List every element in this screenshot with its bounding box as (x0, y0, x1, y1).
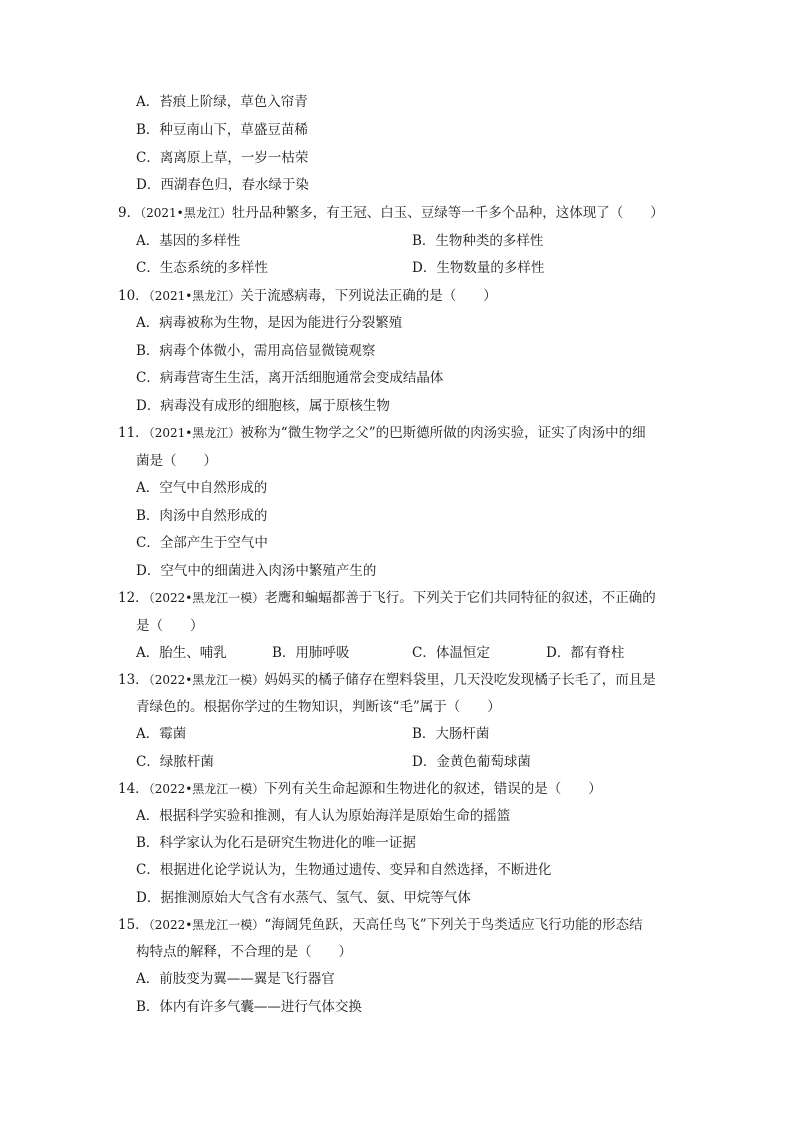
q8-option-a: A．苔痕上阶绿，草色入帘青 (136, 94, 308, 110)
question-11-stem-cont: 菌是（ ） (136, 453, 217, 469)
question-9 (118, 203, 664, 223)
question-stem: 被称为“微生物学之父”的巴斯德所做的肉汤实验，证实了肉汤中的细 (240, 425, 646, 441)
question-number: 14． (118, 781, 149, 797)
question-stem: 下列有关生命起源和生物进化的叙述，错误的是（ ） (264, 781, 602, 797)
q12-option-c: C．体温恒定 (412, 645, 490, 661)
question-number: 11． (118, 425, 149, 441)
question-source: （2022•黑龙江一模） (148, 782, 265, 796)
question-13 (118, 670, 656, 690)
question-15 (118, 915, 643, 935)
question-14 (118, 779, 602, 799)
q11-option-b: B．肉汤中自然形成的 (136, 508, 268, 524)
question-number: 10． (118, 288, 149, 304)
question-10 (118, 286, 497, 306)
question-11 (118, 423, 646, 443)
q9-option-c: C．生态系统的多样性 (136, 260, 268, 276)
q10-option-c: C．病毒营寄生生活，离开活细胞通常会变成结晶体 (136, 370, 444, 386)
question-13-stem-cont: 青绿色的。根据你学过的生物知识，判断该“毛”属于（ ） (136, 699, 501, 715)
question-source: （2022•黑龙江一模） (148, 918, 265, 932)
q9-option-a: A．基因的多样性 (136, 233, 241, 249)
question-number: 12． (118, 590, 149, 606)
q9-option-b: B．生物种类的多样性 (412, 233, 544, 249)
question-source: （2021•黑龙江） (148, 426, 241, 440)
question-number: 13． (118, 672, 149, 688)
q10-option-d: D．病毒没有成形的细胞核，属于原核生物 (136, 398, 390, 414)
q12-option-a: A．胎生、哺乳 (136, 645, 227, 661)
q8-option-b: B．种豆南山下，草盛豆苗稀 (136, 122, 308, 138)
question-stem: 妈妈买的橘子储存在塑料袋里，几天没吃发现橘子长毛了，而且是 (264, 672, 656, 688)
q8-option-c: C．离离原上草，一岁一枯荣 (136, 150, 309, 166)
question-stem: 牡丹品种繁多，有王冠、白玉、豆绿等一千多个品种，这体现了（ ） (231, 205, 664, 221)
question-number: 9． (118, 205, 141, 221)
question-source: （2021•黑龙江） (140, 206, 232, 220)
q15-option-b: B．体内有许多气囊——进行气体交换 (136, 999, 362, 1015)
question-stem: 老鹰和蝙蝠都善于飞行。下列关于它们共同特征的叙述，不正确的 (264, 590, 656, 606)
q11-option-d: D．空气中的细菌进入肉汤中繁殖产生的 (136, 563, 377, 579)
question-source: （2021•黑龙江） (148, 289, 241, 303)
q8-option-d: D．西湖春色归，春水绿于染 (136, 177, 309, 193)
q14-option-c: C．根据进化论学说认为，生物通过遗传、变异和自然选择，不断进化 (136, 862, 552, 878)
q13-option-d: D．金黄色葡萄球菌 (412, 754, 531, 770)
question-source: （2022•黑龙江一模） (148, 673, 265, 687)
q12-option-b: B．用肺呼吸 (272, 645, 350, 661)
question-source: （2022•黑龙江一模） (148, 591, 265, 605)
q12-option-d: D．都有脊柱 (546, 645, 625, 661)
q10-option-b: B．病毒个体微小，需用高倍显微镜观察 (136, 343, 376, 359)
q10-option-a: A．病毒被称为生物，是因为能进行分裂繁殖 (136, 315, 403, 331)
q14-option-b: B．科学家认为化石是研究生物进化的唯一证据 (136, 835, 416, 851)
question-12-stem-cont: 是（ ） (136, 618, 204, 634)
q11-option-a: A．空气中自然形成的 (136, 480, 268, 496)
question-15-stem-cont: 构特点的解释，不合理的是（ ） (136, 944, 352, 960)
q9-option-d: D．生物数量的多样性 (412, 260, 545, 276)
q11-option-c: C．全部产生于空气中 (136, 535, 268, 551)
q14-option-a: A．根据科学实验和推测，有人认为原始海洋是原始生命的摇篮 (136, 808, 511, 824)
question-number: 15． (118, 917, 149, 933)
question-12 (118, 588, 656, 608)
q13-option-a: A．霉菌 (136, 726, 187, 742)
q13-option-c: C．绿脓杆菌 (136, 754, 214, 770)
question-stem: “海阔凭鱼跃，天高任鸟飞”下列关于鸟类适应飞行功能的形态结 (264, 917, 643, 933)
q14-option-d: D．据推测原始大气含有水蒸气、氢气、氨、甲烷等气体 (136, 890, 471, 906)
question-stem: 关于流感病毒，下列说法正确的是（ ） (240, 288, 497, 304)
q15-option-a: A．前肢变为翼——翼是飞行器官 (136, 971, 335, 987)
q13-option-b: B．大肠杆菌 (412, 726, 490, 742)
